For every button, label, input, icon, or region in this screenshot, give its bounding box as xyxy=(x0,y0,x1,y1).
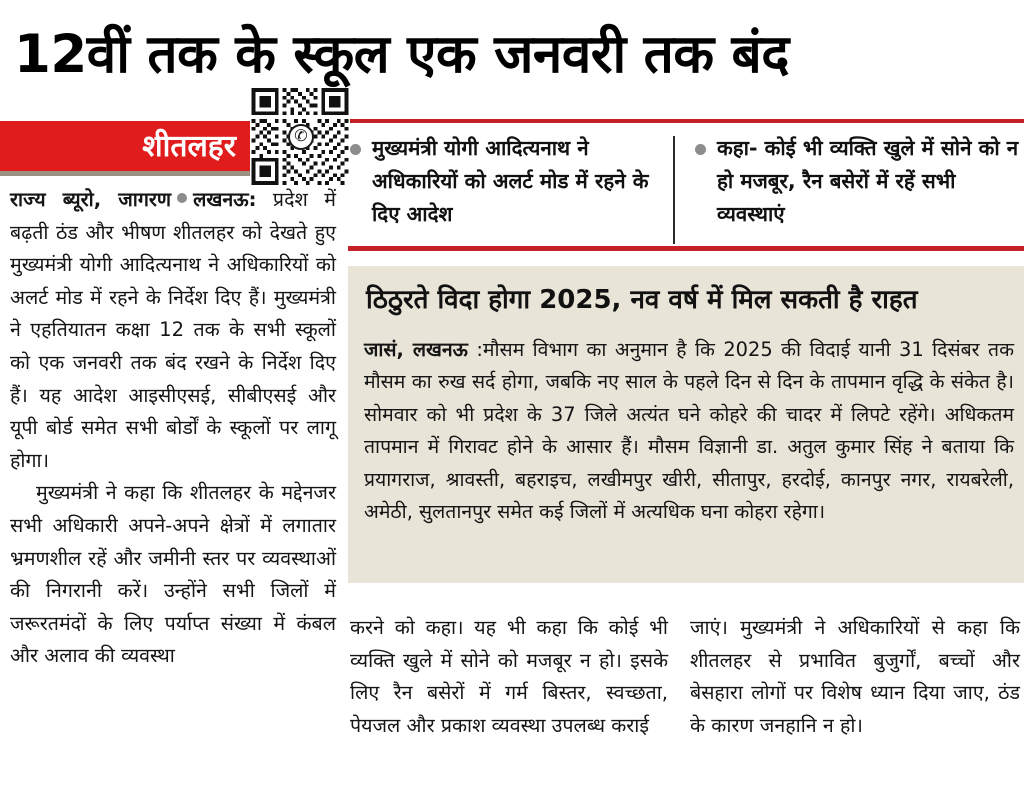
paragraph xyxy=(10,184,336,477)
sidebar-story-title: ठिठुरते विदा होगा 2025, नव वर्ष में मिल सकती है राहत xyxy=(366,285,918,315)
article-column-right xyxy=(690,612,1020,787)
paragraph-text: प्रदेश में बढ़ती ठंड और भीषण शीतलहर को देखते हुए मुख्यमंत्री योगी आदित्यनाथ ने अधिकारियों को अलर्ट मोड में रहने के निर्देश दिए हैं। मुख्यमंत्री ने एहतियातन कक्षा 12 तक के सभी स्कूलों को एक जनवरी तक बंद रखने के निर्देश दिए हैं। यह आदेश आइसीएसई, सीबीएसई और यूपी बोर्ड समेत सभी बोर्डों के स्कूलों पर लागू होगा। xyxy=(10,188,336,472)
bullet-dot-icon xyxy=(695,144,706,155)
bullet-dot-icon xyxy=(350,144,361,155)
sidebar-story-text: :मौसम विभाग का अनुमान है कि 2025 की विदाई यानी 31 दिसंबर तक मौसम का रुख सर्द होगा, जबकि नए साल के पहले दिन से दिन के तापमान वृद्धि के संकेत है। सोमवार को भी प्रदेश के 37 जिले अत्यंत घने कोहरे की चादर में लिपटे रहेंगे। अधिकतम तापमान में गिरावट होने के आसार हैं। मौसम विज्ञानी डा. अतुल कुमार सिंह ने बताया कि प्रयागराज, श्रावस्ती, बहराइच, लखीमपुर खीरी, सीतापुर, हरदोई, कानपुर नगर, रायबरेली, अमेठी, सुलतानपुर समेत कई जिलों में अत्यधिक घना कोहरा रहेगा। xyxy=(364,338,1014,524)
article-column-left xyxy=(10,184,336,784)
article-byline: राज्य ब्यूरो, जागरण xyxy=(10,188,172,211)
paragraph: करने को कहा। यह भी कहा कि कोई भी व्यक्ति खुले में सोने को मजबूर न हो। इसके लिए रैन बसेरों में गर्म बिस्तर, स्वच्छता, पेयजल और प्रकाश व्यवस्था उपलब्ध कराई xyxy=(350,616,668,737)
middle-red-rule xyxy=(348,246,1024,251)
list-item xyxy=(348,132,666,231)
list-item-text: कहा- कोई भी व्यक्ति खुले में सोने को न हो मजबूर, रैन बसेरों में रहें सभी व्यवस्थाएं xyxy=(717,136,1019,226)
category-badge xyxy=(0,121,250,171)
paragraph: जाएं। मुख्यमंत्री ने अधिकारियों से कहा कि शीतलहर से प्रभावित बुजुर्गों, बच्चों और बेसहारा लोगों पर विशेष ध्यान दिया जाए, ठंड के कारण जनहानि न हो। xyxy=(690,616,1020,737)
sidebar-story-body xyxy=(364,334,1014,528)
category-badge-label: शीतलहर xyxy=(142,129,236,164)
top-red-rule xyxy=(348,119,1024,123)
sidebar-story-box xyxy=(348,266,1024,583)
list-item xyxy=(693,132,1024,231)
category-badge-shadow xyxy=(0,171,252,176)
article-column-middle xyxy=(350,612,668,787)
page-headline: 12वीं तक के स्कूल एक जनवरी तक बंद xyxy=(14,24,789,85)
article-place: लखनऊ: xyxy=(193,188,257,211)
bullet-column-divider xyxy=(673,136,675,244)
byline-separator-dot-icon xyxy=(177,193,187,203)
key-points-list xyxy=(348,132,1024,242)
list-item-text: मुख्यमंत्री योगी आदित्यनाथ ने अधिकारियों को अलर्ट मोड में रहने के दिए आदेश xyxy=(372,136,649,226)
sidebar-story-dateline: जासं, लखनऊ xyxy=(364,338,468,361)
paragraph: मुख्यमंत्री ने कहा कि शीतलहर के मद्देनजर सभी अधिकारी अपने-अपने क्षेत्रों में लगातार भ्रमणशील रहें और जमीनी स्तर पर व्यवस्थाओं की निगरानी करें। उन्होंने सभी जिलों में जरूरतमंदों के लिए पर्याप्त संख्या में कंबल और अलाव की व्यवस्था xyxy=(10,481,336,668)
qr-code[interactable] xyxy=(250,88,350,185)
whatsapp-icon: ✆ xyxy=(288,124,314,150)
